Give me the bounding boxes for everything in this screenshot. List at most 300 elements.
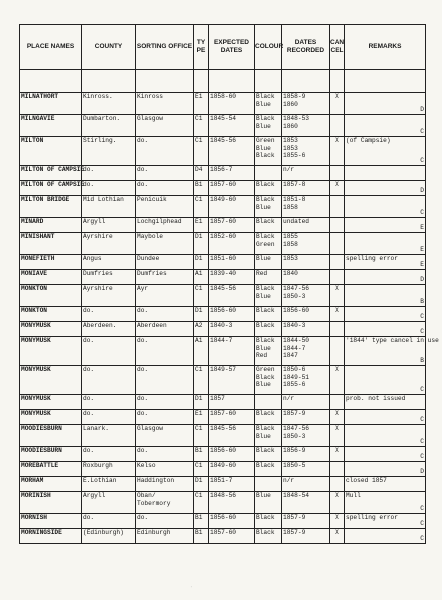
- county-cell: Angus: [82, 255, 136, 270]
- dates-recorded-cell-line: 1847-56: [283, 285, 309, 292]
- dates-recorded-cell: [282, 218, 330, 233]
- place-name-cell: MONYMUSK: [20, 322, 82, 337]
- colour-cell-line: Blue: [256, 203, 271, 211]
- place-name-cell: MILTON OF CAMPSIE: [20, 166, 82, 181]
- colour-cell-line: Black: [256, 285, 275, 292]
- remarks-cell: [345, 337, 439, 366]
- place-name-cell: MILTON BRIDGE: [20, 196, 82, 218]
- dates-recorded-cell-line: 1853: [283, 144, 298, 152]
- place-name-cell: MONKTON: [20, 285, 82, 307]
- dates-recorded-cell: [282, 529, 330, 544]
- expected-dates-cell: 1840-3: [209, 322, 255, 337]
- place-name-cell: MILNGAVIE: [20, 115, 82, 137]
- cancel-cell: X: [330, 137, 345, 166]
- colour-cell: [255, 218, 282, 233]
- dates-recorded-cell: [282, 514, 330, 529]
- header-row: [20, 25, 426, 70]
- place-name-cell: MOODIESBURN: [20, 425, 82, 447]
- header-type: TY PE: [194, 25, 209, 70]
- remarks-cell: [345, 270, 426, 285]
- place-name-cell: MONYMUSK: [20, 395, 82, 410]
- cancel-cell: X: [330, 307, 345, 322]
- colour-cell-line: Black: [256, 196, 275, 203]
- dates-recorded-cell-line: 1851-8: [283, 196, 306, 203]
- cancel-cell: X: [330, 514, 345, 529]
- colour-cell: [255, 462, 282, 477]
- expected-dates-cell: 1856-60: [209, 447, 255, 462]
- colour-cell: [255, 410, 282, 425]
- colour-cell-line: Green: [256, 137, 275, 144]
- rarity-grade: E: [420, 224, 424, 232]
- cancel-cell: [330, 196, 345, 218]
- county-cell: (Edinburgh): [82, 529, 136, 544]
- sorting-office-cell: Kelso: [136, 462, 194, 477]
- dates-recorded-cell-line: n/r: [283, 395, 295, 402]
- remarks-cell: [345, 137, 426, 166]
- rarity-grade: D: [420, 106, 424, 114]
- dates-recorded-cell: [282, 137, 330, 166]
- colour-cell: [255, 447, 282, 462]
- expected-dates-cell: 1845-56: [209, 425, 255, 447]
- dates-recorded-cell-line: 1848-54: [283, 492, 309, 499]
- colour-cell-line: Black: [256, 447, 275, 454]
- place-name-cell: MORHAM: [20, 477, 82, 492]
- rarity-grade: B: [420, 357, 424, 365]
- colour-cell: [255, 425, 282, 447]
- rarity-grade: C: [420, 328, 424, 336]
- remark-text: prob. not issued: [346, 395, 406, 402]
- county-cell: Kinross.: [82, 93, 136, 115]
- table-row: [20, 477, 426, 492]
- dates-recorded-cell-line: 1860: [283, 122, 298, 130]
- type-cell: D1: [194, 255, 209, 270]
- type-cell: B1: [194, 529, 209, 544]
- remarks-cell: [345, 366, 426, 395]
- county-cell: do.: [82, 337, 136, 366]
- dates-recorded-cell-line: 1840-3: [283, 322, 306, 329]
- sorting-office-cell: do.: [136, 395, 194, 410]
- remarks-cell: [345, 181, 426, 196]
- sorting-office-cell: Haddington: [136, 477, 194, 492]
- dates-recorded-cell-line: 1850-3: [283, 432, 306, 440]
- colour-cell: [255, 166, 282, 181]
- remarks-cell: [345, 115, 426, 137]
- expected-dates-cell: 1848-56: [209, 492, 255, 514]
- colour-cell-line: Blue: [256, 255, 271, 262]
- header-colour: COLOUR: [255, 25, 282, 70]
- type-cell: C1: [194, 492, 209, 514]
- sorting-office-cell: do.: [136, 514, 194, 529]
- sorting-office-cell: Kinross: [136, 93, 194, 115]
- county-cell: E.Lothian: [82, 477, 136, 492]
- sorting-office-cell: Lochgilphead: [136, 218, 194, 233]
- expected-dates-cell: 1851-60: [209, 255, 255, 270]
- remarks-cell: [345, 410, 426, 425]
- expected-dates-cell: 1839-40: [209, 270, 255, 285]
- dates-recorded-cell-line: 1856-60: [283, 307, 309, 314]
- colour-cell-line: Blue: [256, 381, 271, 389]
- sorting-office-cell: Dundee: [136, 255, 194, 270]
- table-body: [20, 70, 439, 544]
- colour-cell: [255, 477, 282, 492]
- county-cell: Ayrshire: [82, 285, 136, 307]
- rarity-grade: D: [420, 276, 424, 284]
- dates-recorded-cell: [282, 93, 330, 115]
- expected-dates-cell: 1852-60: [209, 233, 255, 255]
- place-name-cell: MONIAVE: [20, 270, 82, 285]
- table-row: [20, 285, 426, 307]
- county-cell: do.: [82, 447, 136, 462]
- colour-cell-line: Blue: [256, 292, 271, 300]
- remarks-cell: [345, 529, 426, 544]
- expected-dates-cell: 1845-56: [209, 137, 255, 166]
- type-cell: A2: [194, 322, 209, 337]
- blank-row: [20, 70, 426, 93]
- remarks-cell: [345, 196, 426, 218]
- colour-cell: [255, 529, 282, 544]
- place-name-cell: MORNISH: [20, 514, 82, 529]
- dates-recorded-cell-line: 1850-5: [283, 462, 306, 469]
- type-cell: C1: [194, 425, 209, 447]
- remarks-cell: [345, 395, 426, 410]
- place-name-cell: MOODIESBURN: [20, 447, 82, 462]
- rarity-grade: E: [420, 246, 424, 254]
- remarks-cell: [345, 255, 426, 270]
- dates-recorded-cell-line: 1858-9: [283, 93, 306, 100]
- page-footer-mark: ·: [190, 586, 193, 590]
- table-row: [20, 115, 426, 137]
- type-cell: B1: [194, 447, 209, 462]
- header-expected-dates: EXPECTED DATES: [209, 25, 255, 70]
- table-row: [20, 218, 426, 233]
- table-row: [20, 529, 426, 544]
- colour-cell-line: Black: [256, 218, 275, 225]
- colour-cell-line: Red: [256, 270, 268, 277]
- type-cell: C1: [194, 196, 209, 218]
- county-cell: do.: [82, 514, 136, 529]
- place-name-cell: MONEFIETH: [20, 255, 82, 270]
- table-row: [20, 307, 426, 322]
- dates-recorded-cell-line: undated: [283, 218, 309, 225]
- sorting-office-cell: Edinburgh: [136, 529, 194, 544]
- place-name-cell: MONYMUSK: [20, 410, 82, 425]
- type-cell: E1: [194, 218, 209, 233]
- dates-recorded-cell: [282, 285, 330, 307]
- rarity-grade: C: [420, 438, 424, 446]
- dates-recorded-cell-line: 1850-3: [283, 292, 306, 300]
- county-cell: Roxburgh: [82, 462, 136, 477]
- table-row: [20, 166, 426, 181]
- cancel-cell: X: [330, 93, 345, 115]
- table-row: [20, 181, 426, 196]
- expected-dates-cell: 1849-60: [209, 196, 255, 218]
- colour-cell-line: Black: [256, 322, 275, 329]
- place-name-cell: MONYMUSK: [20, 366, 82, 395]
- expected-dates-cell: 1849-57: [209, 366, 255, 395]
- table-row: [20, 93, 426, 115]
- table-row: [20, 462, 426, 477]
- dates-recorded-cell-line: 1855-6: [283, 152, 306, 160]
- remark-text: spelling error: [346, 514, 398, 521]
- header-dates-recorded: DATES RECORDED: [282, 25, 330, 70]
- dates-recorded-cell-line: n/r: [283, 477, 295, 484]
- county-cell: do.: [82, 307, 136, 322]
- rarity-grade: C: [420, 416, 424, 424]
- sorting-office-cell: Glasgow: [136, 425, 194, 447]
- dates-recorded-cell-line: 1857-8: [283, 181, 306, 188]
- place-name-cell: MINARD: [20, 218, 82, 233]
- colour-cell: [255, 366, 282, 395]
- sorting-office-cell: Ayr: [136, 285, 194, 307]
- header-cancel: CAN CEL: [330, 25, 345, 70]
- county-cell: do.: [82, 366, 136, 395]
- type-cell: D1: [194, 307, 209, 322]
- remark-text: (of Campsie): [346, 137, 391, 144]
- dates-recorded-cell-line: 1848-53: [283, 115, 309, 122]
- colour-cell-line: Black: [256, 514, 275, 521]
- header-remarks: REMARKS: [345, 25, 426, 70]
- sorting-office-cell: do.: [136, 307, 194, 322]
- dates-recorded-cell-line: 1840: [283, 270, 298, 277]
- dates-recorded-cell: [282, 337, 330, 366]
- dates-recorded-cell: [282, 425, 330, 447]
- expected-dates-cell: 1858-60: [209, 93, 255, 115]
- table-row: [20, 233, 426, 255]
- colour-cell-line: Black: [256, 337, 275, 344]
- type-cell: E1: [194, 93, 209, 115]
- type-cell: C1: [194, 366, 209, 395]
- place-name-cell: MILTON: [20, 137, 82, 166]
- remarks-cell: [345, 514, 426, 529]
- colour-cell-line: Black: [256, 529, 275, 536]
- dates-recorded-cell: [282, 255, 330, 270]
- rarity-grade: C: [420, 453, 424, 461]
- dates-recorded-cell-line: 1856-9: [283, 447, 306, 454]
- cancel-cell: X: [330, 366, 345, 395]
- expected-dates-cell: 1857-60: [209, 218, 255, 233]
- cancel-cell: X: [330, 425, 345, 447]
- remark-text: closed 1857: [346, 477, 387, 484]
- county-cell: Dumbarton.: [82, 115, 136, 137]
- county-cell: do.: [82, 181, 136, 196]
- sorting-office-cell: Dumfries: [136, 270, 194, 285]
- table-row: [20, 366, 426, 395]
- dates-recorded-cell: [282, 447, 330, 462]
- colour-cell-line: Blue: [256, 100, 271, 108]
- expected-dates-cell: 1857-60: [209, 529, 255, 544]
- dates-recorded-cell: [282, 477, 330, 492]
- colour-cell: [255, 137, 282, 166]
- colour-cell-line: Black: [256, 373, 275, 381]
- dates-recorded-cell: [282, 395, 330, 410]
- colour-cell-line: Blue: [256, 432, 271, 440]
- remark-text: '1844' type cancel in use: [346, 337, 439, 344]
- expected-dates-cell: 1849-60: [209, 462, 255, 477]
- dates-recorded-cell-line: 1857-9: [283, 529, 306, 536]
- remarks-cell: [345, 233, 426, 255]
- cancel-cell: X: [330, 529, 345, 544]
- sorting-office-cell: do.: [136, 181, 194, 196]
- remarks-cell: [345, 492, 426, 514]
- colour-cell-line: Blue: [256, 344, 271, 352]
- rarity-grade: C: [420, 209, 424, 217]
- table-row: [20, 337, 426, 366]
- type-cell: A1: [194, 270, 209, 285]
- remark-text: spelling error: [346, 255, 398, 262]
- cancel-cell: X: [330, 285, 345, 307]
- colour-cell: [255, 196, 282, 218]
- type-cell: D1: [194, 395, 209, 410]
- rarity-grade: C: [420, 386, 424, 394]
- table-row: [20, 514, 426, 529]
- colour-cell: [255, 270, 282, 285]
- colour-cell: [255, 93, 282, 115]
- sorting-office-cell: do.: [136, 166, 194, 181]
- type-cell: C1: [194, 137, 209, 166]
- colour-cell: [255, 181, 282, 196]
- county-cell: Lanark.: [82, 425, 136, 447]
- colour-cell: [255, 337, 282, 366]
- county-cell: Argyll: [82, 218, 136, 233]
- remarks-cell: [345, 477, 426, 492]
- county-cell: do.: [82, 166, 136, 181]
- table-row: [20, 322, 426, 337]
- sorting-office-cell: Maybole: [136, 233, 194, 255]
- colour-cell-line: Blue: [256, 144, 271, 152]
- place-name-cell: MOREBATTLE: [20, 462, 82, 477]
- expected-dates-cell: 1845-56: [209, 285, 255, 307]
- sorting-office-cell: do.: [136, 410, 194, 425]
- table-row: [20, 492, 426, 514]
- type-cell: D4: [194, 166, 209, 181]
- place-name-cell: MILTON OF CAMPSIE: [20, 181, 82, 196]
- rarity-grade: C: [420, 535, 424, 543]
- sorting-office-cell: Penicuik: [136, 196, 194, 218]
- expected-dates-cell: 1857-60: [209, 181, 255, 196]
- county-cell: do.: [82, 395, 136, 410]
- rarity-grade: D: [420, 468, 424, 476]
- table-row: [20, 447, 426, 462]
- place-name-cell: MONKTON: [20, 307, 82, 322]
- colour-cell: [255, 322, 282, 337]
- sorting-office-cell: do.: [136, 366, 194, 395]
- dates-recorded-cell-line: 1844-50: [283, 337, 309, 344]
- remarks-cell: [345, 425, 426, 447]
- sorting-office-cell: do.: [136, 337, 194, 366]
- colour-cell: [255, 233, 282, 255]
- rarity-grade: D: [420, 187, 424, 195]
- cancel-cell: [330, 218, 345, 233]
- dates-recorded-cell-line: 1849-51: [283, 373, 309, 381]
- type-cell: D1: [194, 233, 209, 255]
- expected-dates-cell: 1857: [209, 395, 255, 410]
- table-row: [20, 270, 426, 285]
- cancel-cell: X: [330, 492, 345, 514]
- colour-cell-line: Black: [256, 181, 275, 188]
- rarity-grade: C: [420, 520, 424, 528]
- dates-recorded-cell-line: 1850-6: [283, 366, 306, 373]
- colour-cell: [255, 285, 282, 307]
- header-place-names: PLACE NAMES: [20, 25, 82, 70]
- table-row: [20, 395, 426, 410]
- colour-cell-line: Blue: [256, 492, 271, 499]
- cancel-cell: X: [330, 447, 345, 462]
- expected-dates-cell: 1856-60: [209, 514, 255, 529]
- type-cell: C1: [194, 285, 209, 307]
- postmark-table: [19, 24, 439, 544]
- place-name-cell: MILNATHORT: [20, 93, 82, 115]
- expected-dates-cell: 1845-54: [209, 115, 255, 137]
- sorting-office-cell: do.: [136, 137, 194, 166]
- colour-cell-line: Green: [256, 240, 275, 248]
- type-cell: B1: [194, 514, 209, 529]
- sorting-office-cell: Oban/ Tobermory: [136, 492, 194, 514]
- dates-recorded-cell: [282, 115, 330, 137]
- colour-cell-line: Black: [256, 233, 275, 240]
- cancel-cell: [330, 477, 345, 492]
- dates-recorded-cell: [282, 181, 330, 196]
- colour-cell: [255, 514, 282, 529]
- colour-cell-line: Green: [256, 366, 275, 373]
- dates-recorded-cell: [282, 270, 330, 285]
- cancel-cell: [330, 115, 345, 137]
- type-cell: C1: [194, 115, 209, 137]
- remarks-cell: [345, 218, 426, 233]
- dates-recorded-cell-line: 1853: [283, 255, 298, 262]
- colour-cell-line: Black: [256, 307, 275, 314]
- dates-recorded-cell-line: 1858: [283, 203, 298, 211]
- sorting-office-cell: Glasgow: [136, 115, 194, 137]
- table-row: [20, 255, 426, 270]
- remarks-cell: [345, 462, 426, 477]
- rarity-grade: C: [420, 128, 424, 136]
- place-name-cell: MORNINGSIDE: [20, 529, 82, 544]
- expected-dates-cell: 1851-7: [209, 477, 255, 492]
- table-row: [20, 410, 426, 425]
- cancel-cell: [330, 233, 345, 255]
- colour-cell: [255, 307, 282, 322]
- remarks-cell: [345, 307, 426, 322]
- dates-recorded-cell-line: 1855-6: [283, 381, 306, 389]
- county-cell: Ayrshire: [82, 233, 136, 255]
- colour-cell: [255, 115, 282, 137]
- rarity-grade: C: [420, 157, 424, 165]
- county-cell: Stirling.: [82, 137, 136, 166]
- dates-recorded-cell: [282, 166, 330, 181]
- colour-cell-line: Black: [256, 152, 275, 160]
- colour-cell: [255, 255, 282, 270]
- remarks-cell: [345, 285, 426, 307]
- colour-cell-line: Red: [256, 352, 268, 360]
- header-sorting-office: SORTING OFFICE: [136, 25, 194, 70]
- county-cell: do.: [82, 410, 136, 425]
- dates-recorded-cell: [282, 410, 330, 425]
- place-name-cell: MONYMUSK: [20, 337, 82, 366]
- sorting-office-cell: do.: [136, 447, 194, 462]
- cancel-cell: [330, 255, 345, 270]
- colour-cell: [255, 492, 282, 514]
- rarity-grade: E: [420, 261, 424, 269]
- county-cell: Mid Lothian: [82, 196, 136, 218]
- table-row: [20, 196, 426, 218]
- expected-dates-cell: 1844-7: [209, 337, 255, 366]
- colour-cell-line: Black: [256, 93, 275, 100]
- sorting-office-cell: Aberdeen: [136, 322, 194, 337]
- dates-recorded-cell-line: 1857-9: [283, 514, 306, 521]
- dates-recorded-cell: [282, 196, 330, 218]
- dates-recorded-cell: [282, 492, 330, 514]
- dates-recorded-cell-line: 1860: [283, 100, 298, 108]
